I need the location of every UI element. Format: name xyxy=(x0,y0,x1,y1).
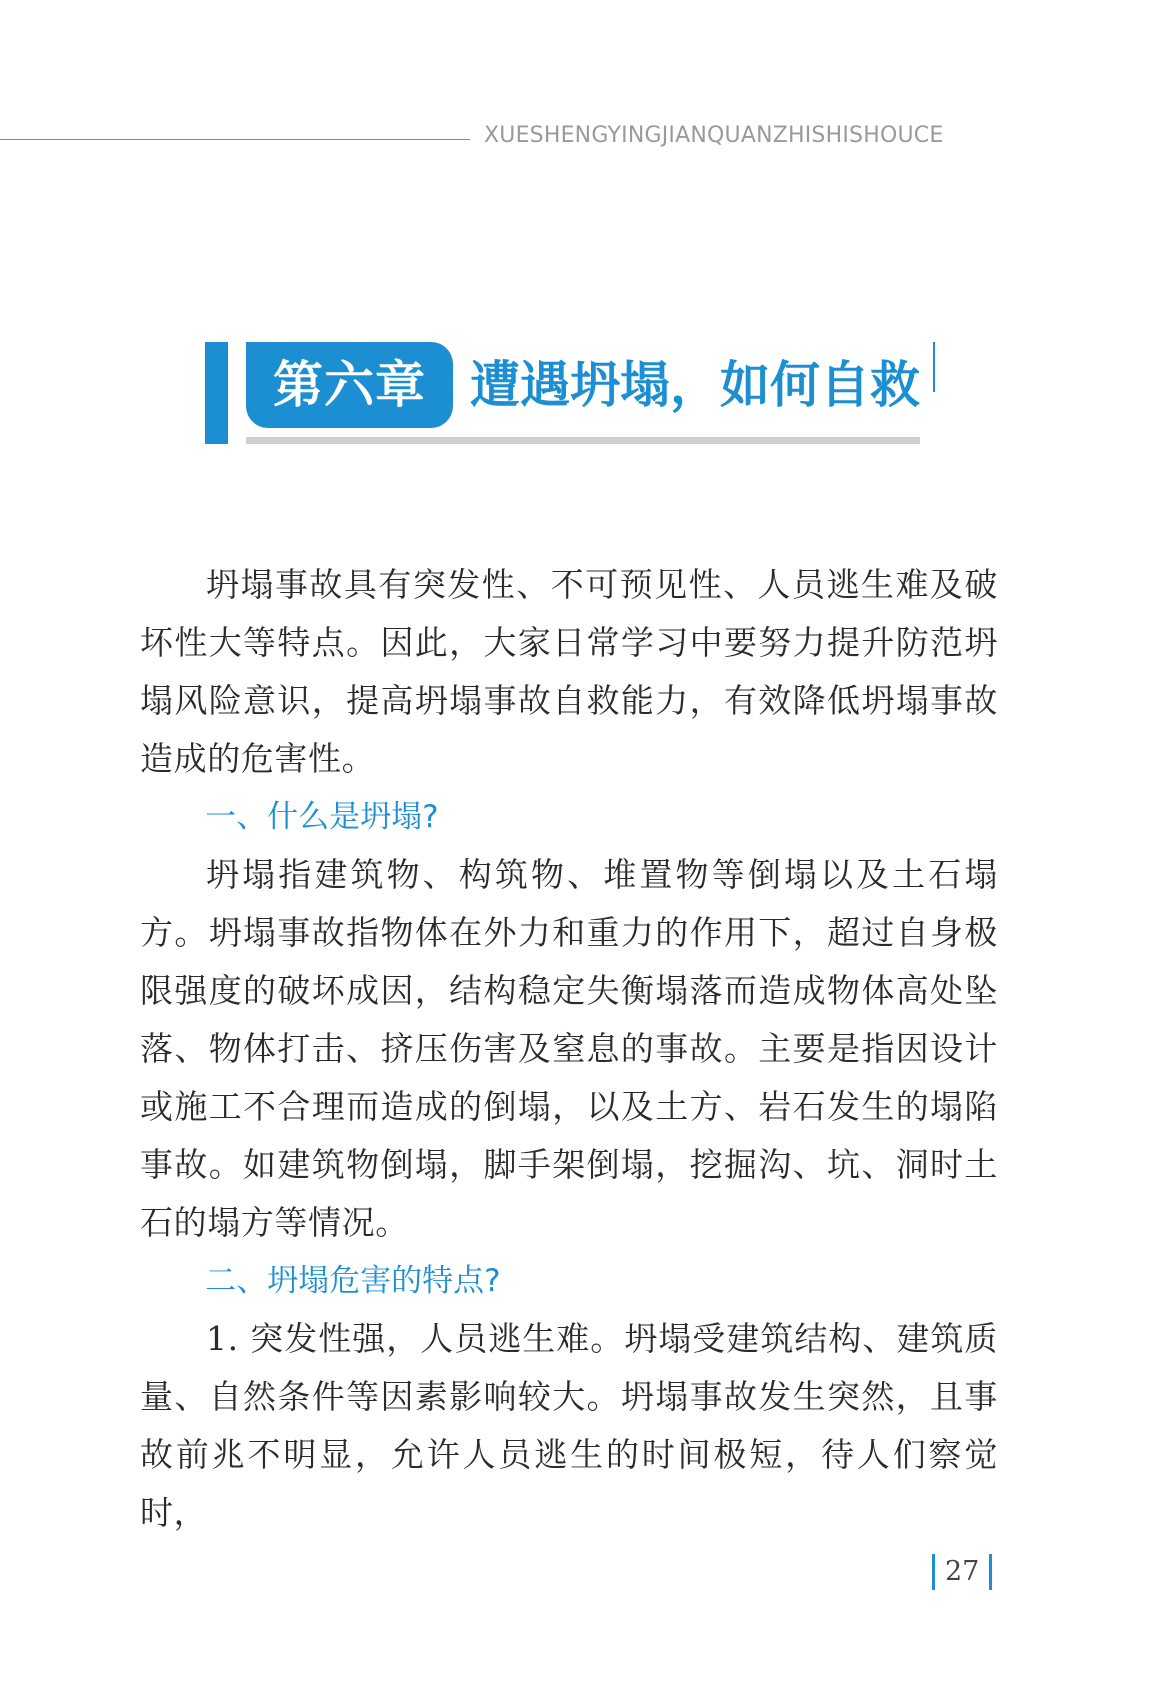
page-number: 27 xyxy=(945,1556,980,1587)
page-number-right-bar xyxy=(989,1554,992,1590)
page-content xyxy=(140,556,998,1542)
section-heading-2: 二、坍塌危害的特点? xyxy=(205,1263,501,1299)
intro-paragraph: 坍塌事故具有突发性、不可预见性、人员逃生难及破坏性大等特点。因此，大家日常学习中要努力提升防范坍塌风险意识，提高坍塌事故自救能力，有效降低坍塌事故造成的危害性。 xyxy=(140,565,998,778)
chapter-label: 第六章 xyxy=(246,342,453,428)
page-number-left-bar xyxy=(932,1554,935,1590)
chapter-title-tick xyxy=(933,342,935,392)
chapter-underline xyxy=(246,437,920,444)
chapter-accent-bar xyxy=(205,342,228,444)
section-2-paragraph: 1. 突发性强，人员逃生难。坍塌受建筑结构、建筑质量、自然条件等因素影响较大。坍塌事故发生突然，且事故前兆不明显，允许人员逃生的时间极短，待人们察觉时， xyxy=(140,1319,998,1532)
section-heading-1: 一、什么是坍塌? xyxy=(205,799,439,835)
chapter-title: 遭遇坍塌，如何自救 xyxy=(470,355,920,414)
running-header: XUESHENGYINGJIANQUANZHISHISHOUCE xyxy=(484,123,944,148)
header-rule xyxy=(0,139,470,140)
section-1-paragraph: 坍塌指建筑物、构筑物、堆置物等倒塌以及土石塌方。坍塌事故指物体在外力和重力的作用下，超过自身极限强度的破坏成因，结构稳定失衡塌落而造成物体高处坠落、物体打击、挤压伤害及窒息的事故。主要是指因设计或施工不合理而造成的倒塌，以及土方、岩石发生的塌陷事故。如建筑物倒塌，脚手架倒塌，挖掘沟、坑、洞时土石的塌方等情况。 xyxy=(140,855,998,1242)
